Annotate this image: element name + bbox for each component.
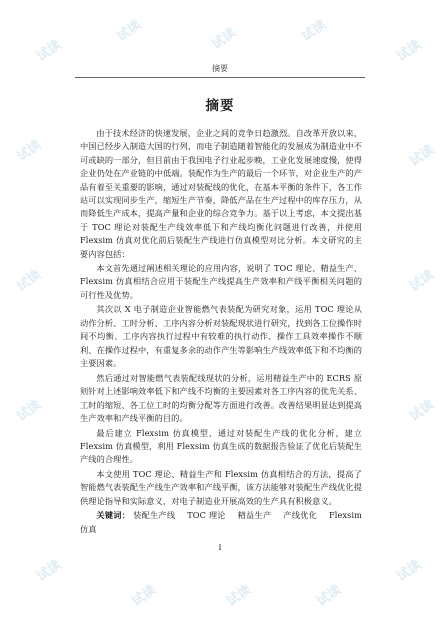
watermark: 试读 <box>299 17 330 45</box>
watermark: 试读 <box>209 25 240 53</box>
keyword: TOC 理论 <box>187 510 226 521</box>
running-header: 摘要 <box>212 64 228 73</box>
watermark: 试读 <box>14 397 45 425</box>
keyword: 装配生产线 <box>133 510 176 521</box>
abstract-paragraph: 其次以 X 电子制造企业智能燃气表装配为研究对象，运用 TOC 理论从动作分析、工时分析、工序内容分析对装配现状进行研究，找到各工位操作时间不均衡、工序内容执行过程中有较难的执行动作、操作工具效率操作不顺利、在操作过程中，有重复多余的动作产生等影响生产线效率低下和不均衡的主要因素。 <box>80 304 362 369</box>
watermark: 试读 <box>129 582 160 610</box>
watermark: 试读 <box>394 557 425 585</box>
abstract-paragraph: 本文首先通过阐述相关理论的应用内容，说明了 TOC 理论、精益生产、Flexsim 仿真相结合应用于装配生产线提高生产效率和产线平衡相关问题的可行性及优势。 <box>80 263 362 300</box>
keywords-label: 关键词： <box>96 510 131 521</box>
watermark: 试读 <box>224 582 255 610</box>
abstract-paragraph: 由于技术经济的快速发展，企业之间的竞争日趋激烈。自改革开放以来，中国已经步入制造大国的行列，而电子制造随着智能化的发展成为制造业中不可或缺的一部分，但目前由于我国电子行业起步晚，工业化发展速度慢，使得企业仍处在产业链的中低端。装配作为生产的最后一个环节，对企业生产的产品有着至关重要的影响，通过对装配线的优化，在基本平衡的条件下，各工作站可以实现同步生产，缩短生产节奏，降低产品在生产过程中的库存压力，从而降低生产成本，提高产量和企业的综合竞争力。基于以上考虑，本文提出基于 TOC 理论对装配生产线效率低下和产线均衡化问题进行改善，并使用 Flexsim 仿真对优化前后装配生产线进行仿真模型对比分析。本文研究的主要内容包括： <box>80 128 362 259</box>
abstract-paragraph: 然后通过对智能燃气表装配线现状的分析，运用精益生产中的 ECRS 原则针对上述影响效率低下和产线不均衡的主要因素对各工序内容的优先关系、工时的缩短、各工位工时的均衡分配等方面进行改善。改善结果明显达到提高生产效率和产线平衡的目的。 <box>80 372 362 423</box>
keyword: 精益生产 <box>237 510 272 521</box>
watermark: 试读 <box>407 267 438 295</box>
page-number: I <box>218 543 222 552</box>
watermark: 试读 <box>407 142 438 170</box>
header-rule <box>75 77 365 78</box>
watermark: 试读 <box>407 397 438 425</box>
watermark: 试读 <box>34 557 65 585</box>
keyword: 产线优化 <box>283 510 318 521</box>
abstract-body <box>80 127 362 536</box>
watermark: 试读 <box>314 582 345 610</box>
keywords-line <box>80 509 362 536</box>
watermark: 试读 <box>14 137 45 165</box>
watermark: 试读 <box>34 37 65 65</box>
watermark: 试读 <box>394 37 425 65</box>
watermark: 试读 <box>14 267 45 295</box>
keyword: Flexsim 仿真 <box>80 510 363 534</box>
watermark: 试读 <box>114 17 145 45</box>
abstract-paragraph: 本文使用 TOC 理论、精益生产和 Flexsim 仿真相结合的方法，提高了智能燃气表装配生产线生产效率和产线平衡，该方法能够对装配生产线优化提供理论指导和实际意义，对电子制造业开展高效的生产具有积极意义。 <box>80 468 362 506</box>
abstract-paragraph: 最后建立 Flexsim 仿真模型，通过对装配生产线的优化分析，建立 Flexsim 仿真模型，利用 Flexsim 仿真生成的数据报告验证了优化后装配生产线的合理性。 <box>80 427 362 465</box>
page-title: 摘要 <box>205 98 235 114</box>
